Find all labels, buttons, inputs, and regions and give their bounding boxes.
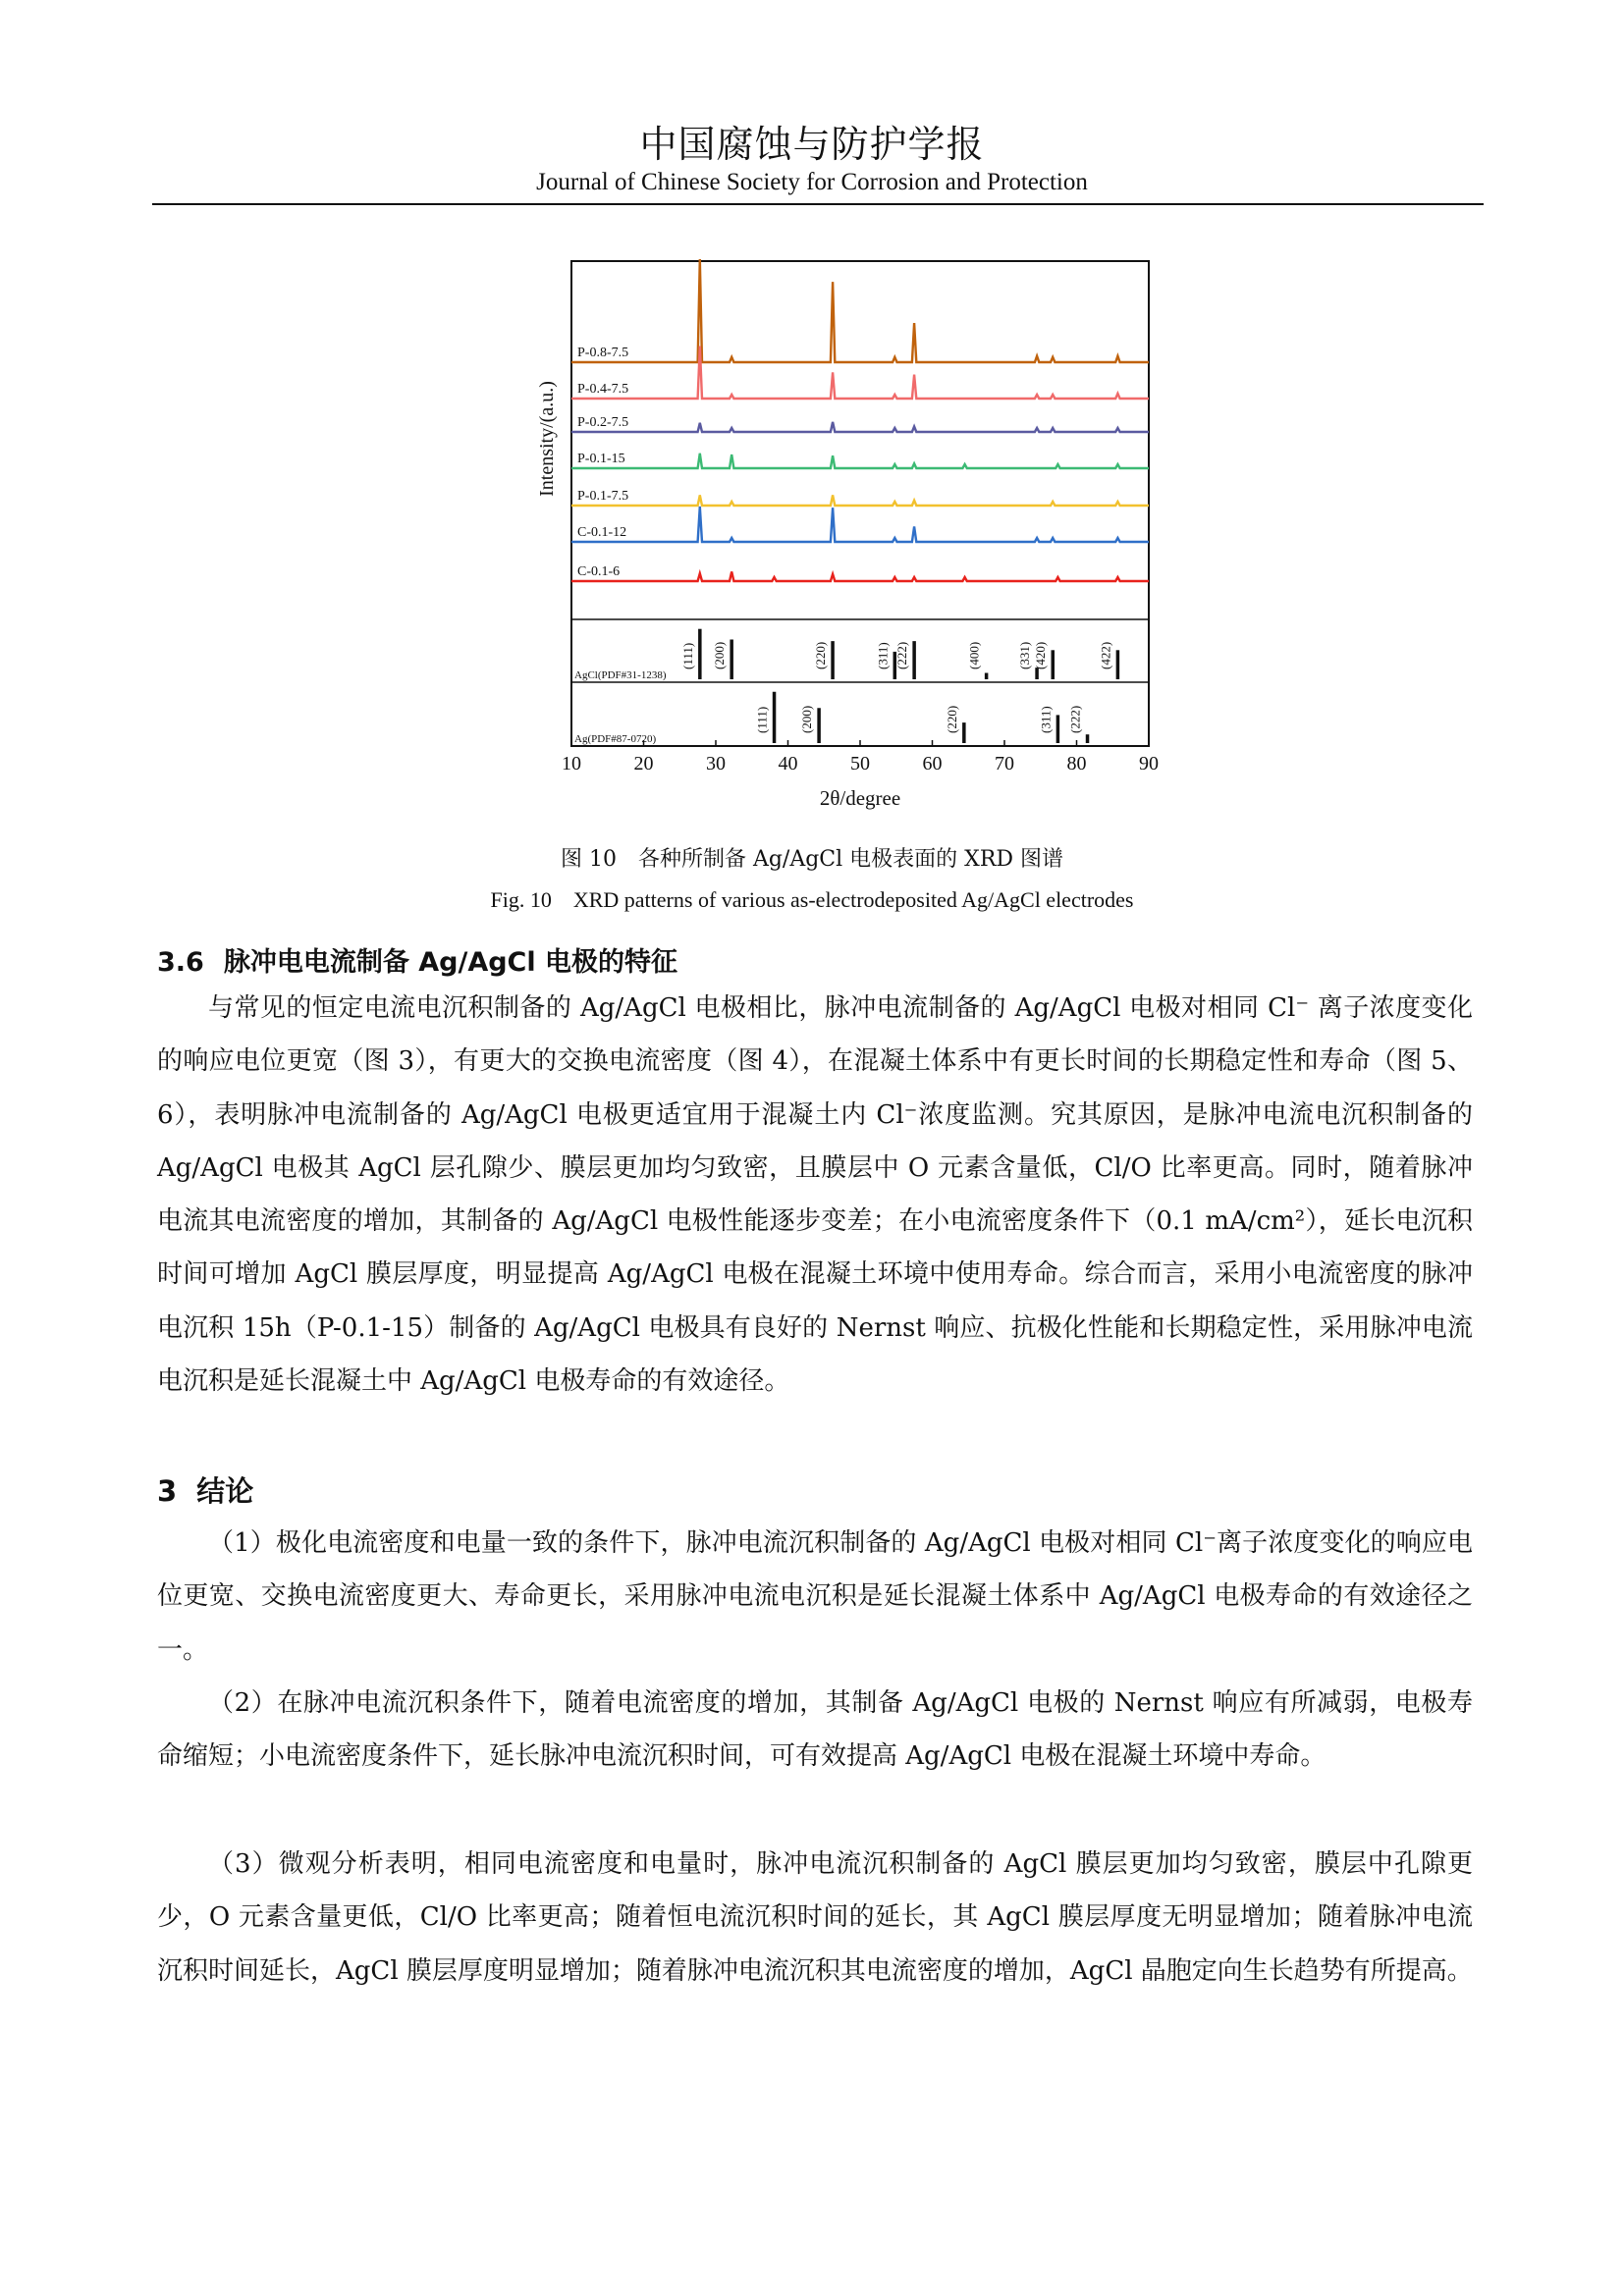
x-tick-label: 80 xyxy=(1066,753,1087,774)
series-label: P-0.2-7.5 xyxy=(577,415,629,430)
x-tick-label: 90 xyxy=(1139,753,1159,774)
journal-title-en: Journal of Chinese Society for Corrosion and Protection xyxy=(536,169,1088,195)
reference-miller-index: (200) xyxy=(799,705,815,733)
section-heading-3-6 xyxy=(157,940,677,979)
series-trace xyxy=(571,259,1149,362)
y-axis-label: Intensity/(a.u.) xyxy=(536,381,558,497)
reference-miller-index: (422) xyxy=(1098,641,1113,669)
section-number: 3 xyxy=(157,1474,178,1508)
series-trace xyxy=(571,507,1149,542)
reference-miller-index: (311) xyxy=(875,642,891,669)
x-tick-label: 20 xyxy=(633,753,654,774)
series-trace xyxy=(571,571,1149,581)
series-label: C-0.1-12 xyxy=(577,525,627,540)
conclusion-2: （2）在脉冲电流沉积条件下，随着电流密度的增加，其制备 Ag/AgCl 电极的 Nernst 响应有所减弱，电极寿命缩短；小电流密度条件下，延长脉冲电流沉积时间，可有效提高 Ag/AgCl 电极在混凝土环境中寿命。 xyxy=(157,1688,1473,1772)
section-title: 结论 xyxy=(196,1474,254,1508)
reference-miller-index: (331) xyxy=(1017,641,1033,669)
reference-miller-index: (220) xyxy=(944,705,959,733)
journal-title-cn: 中国腐蚀与防护学报 xyxy=(639,123,985,166)
reference-miller-index: (420) xyxy=(1033,641,1049,669)
section-number: 3.6 xyxy=(157,947,204,978)
series-trace xyxy=(571,495,1149,506)
xrd-chart xyxy=(520,253,1168,823)
x-tick-label: 50 xyxy=(850,753,870,774)
reference-miller-index: (222) xyxy=(894,641,910,669)
x-tick-label: 60 xyxy=(922,753,943,774)
reference-miller-index: (222) xyxy=(1067,705,1083,733)
reference-miller-index: (400) xyxy=(966,641,982,669)
series-trace xyxy=(571,422,1149,432)
conclusion-3: （3）微观分析表明，相同电流密度和电量时，脉冲电流沉积制备的 AgCl 膜层更加均匀致密，膜层中孔隙更少，O 元素含量更低，Cl/O 比率更高；随着恒电流沉积时间的延长，其 AgCl 膜层厚度无明显增加；随着脉冲电流沉积时间延长，AgCl 膜层厚度明显增加；随着脉冲电流沉积其电流密度的增加，AgCl 晶胞定向生长趋势有所提高。 xyxy=(157,1849,1473,1986)
reference-label: Ag(PDF#87-0720) xyxy=(574,733,657,745)
section-title: 脉冲电电流制备 Ag/AgCl 电极的特征 xyxy=(223,947,678,978)
series-label: P-0.4-7.5 xyxy=(577,382,629,397)
series-trace xyxy=(571,454,1149,468)
reference-miller-index: (111) xyxy=(754,706,770,733)
x-tick-label: 30 xyxy=(706,753,726,774)
x-tick-label: 10 xyxy=(562,753,581,774)
series-label: P-0.8-7.5 xyxy=(577,346,629,360)
reference-miller-index: (220) xyxy=(813,641,829,669)
conclusion-1: （1）极化电流密度和电量一致的条件下，脉冲电流沉积制备的 Ag/AgCl 电极对相同 Cl⁻离子浓度变化的响应电位更宽、交换电流密度更大、寿命更长，采用脉冲电流电沉积是延长混凝土体系中 Ag/AgCl 电极寿命的有效途径之一。 xyxy=(157,1528,1473,1665)
series-trace xyxy=(571,347,1149,399)
x-tick-label: 40 xyxy=(778,753,798,774)
series-label: C-0.1-6 xyxy=(577,564,621,579)
reference-miller-index: (311) xyxy=(1038,706,1054,733)
reference-miller-index: (111) xyxy=(679,642,695,669)
figure-caption-en: Fig. 10 XRD patterns of various as-electrodeposited Ag/AgCl electrodes xyxy=(490,887,1134,912)
series-label: P-0.1-7.5 xyxy=(577,489,629,504)
series-label: P-0.1-15 xyxy=(577,452,625,466)
figure-caption-cn: 图 10 各种所制备 Ag/AgCl 电极表面的 XRD 图谱 xyxy=(560,847,1064,872)
reference-label: AgCl(PDF#31-1238) xyxy=(574,669,667,681)
section-heading-3 xyxy=(157,1469,253,1510)
header-rule xyxy=(152,203,1484,205)
x-tick-label: 70 xyxy=(995,753,1014,774)
paragraph-3-6: 与常见的恒定电流电沉积制备的 Ag/AgCl 电极相比，脉冲电流制备的 Ag/AgCl 电极对相同 Cl⁻ 离子浓度变化的响应电位更宽（图 3），有更大的交换电流密度（图 4），在混凝土体系中有更长时间的长期稳定性和寿命（图 5、6），表明脉冲电流制备的 Ag/AgCl 电极更适宜用于混凝土内 Cl⁻浓度监测。究其原因，是脉冲电流电沉积制备的 Ag/AgCl 电极其 AgCl 层孔隙少、膜层更加均匀致密，且膜层中 O 元素含量低，Cl/O 比率更高。同时，随着脉冲电流其电流密度的增加，其制备的 Ag/AgCl 电极性能逐步变差；在小电流密度条件下（0.1 mA/cm²），延长电沉积时间可增加 AgCl 膜层厚度，明显提高 Ag/AgCl 电极在混凝土环境中使用寿命。综合而言，采用小电流密度的脉冲电沉积 15h（P-0.1-15）制备的 Ag/AgCl 电极具有良好的 Nernst 响应、抗极化性能和长期稳定性，采用脉冲电流电沉积是延长混凝土中 Ag/AgCl 电极寿命的有效途径。 xyxy=(157,993,1473,1397)
reference-miller-index: (200) xyxy=(712,641,728,669)
x-axis-label: 2θ/degree xyxy=(819,786,901,810)
